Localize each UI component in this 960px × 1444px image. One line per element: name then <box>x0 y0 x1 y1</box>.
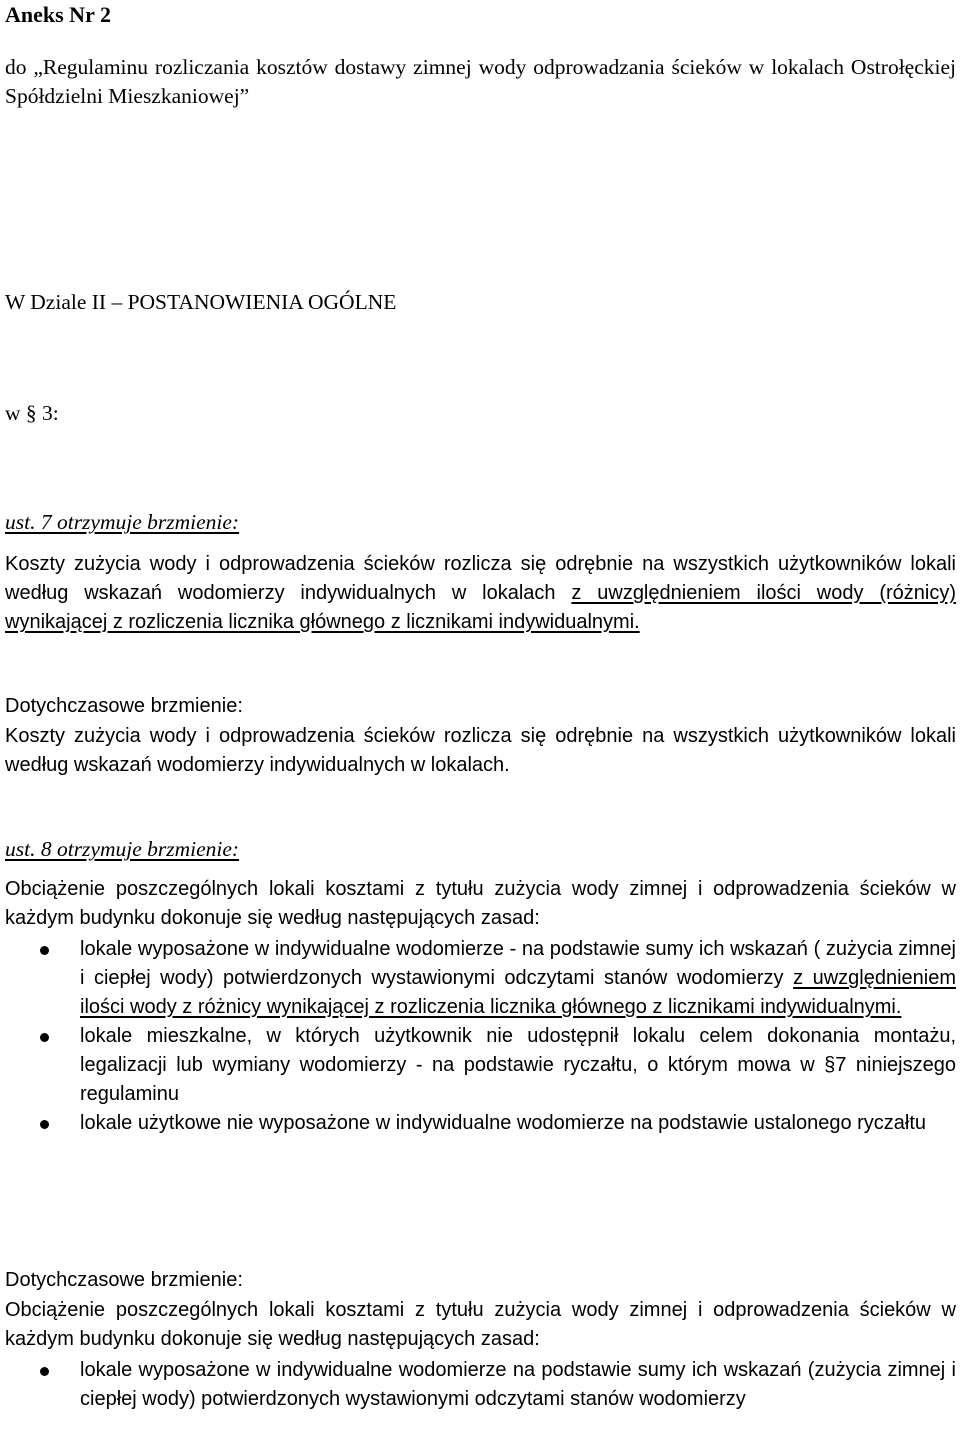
ust8-rules-list <box>5 935 956 1138</box>
annex-subtitle: do „Regulaminu rozliczania kosztów dostawy zimnej wody odprowadzania ścieków w lokalach Ostrołęckiej Spółdzielni Mieszkaniowej” <box>5 55 956 108</box>
list-item-text: lokale mieszkalne, w których użytkownik nie udostępnił lokalu celem dokonania montażu, legalizacji lub wymiany wodomierzy - na podstawie ryczałtu, o którym mowa w §7 niniejszego regulaminu <box>80 1025 956 1105</box>
ust7-new-text-plain: Koszty zużycia wody i odprowadzenia ścieków rozlicza się odrębnie na wszystkich użytkowników lokali według wskazań wodomierzy indywidualnych w lokalach <box>5 553 956 604</box>
ust8-old-rules-list <box>5 1356 956 1414</box>
ust7-new-text-underlined: z uwzględnieniem ilości wody (różnicy) wynikającej z rozliczenia licznika głównego z licznikami indywidualnymi. <box>5 582 957 633</box>
bullet-icon <box>40 1367 49 1376</box>
list-item <box>5 1356 956 1414</box>
ust8-old-label: Dotychczasowe brzmienie: <box>5 1269 243 1291</box>
bullet-icon <box>40 1120 49 1129</box>
list-item <box>5 1022 956 1109</box>
list-item-text: lokale użytkowe nie wyposażone w indywidualne wodomierze na podstawie ustalonego ryczałtu <box>80 1112 927 1134</box>
list-item-text: lokale wyposażone w indywidualne wodomierze na podstawie sumy ich wskazań (zużycia zimnej i ciepłej wody) potwierdzonych wystawionymi odczytami stanów wodomierzy <box>80 1359 956 1410</box>
annex-title: Aneks Nr 2 <box>5 2 111 27</box>
ust8-old-intro: Obciążenie poszczególnych lokali kosztami z tytułu zużycia wody zimnej i odprowadzenia ścieków w każdym budynku dokonuje się według następujących zasad: <box>5 1299 956 1350</box>
ust7-old-label: Dotychczasowe brzmienie: <box>5 695 243 717</box>
ust8-intro: Obciążenie poszczególnych lokali kosztami z tytułu zużycia wody zimnej i odprowadzenia ścieków w każdym budynku dokonuje się według następujących zasad: <box>5 878 956 929</box>
ust8-label: ust. 8 otrzymuje brzmienie: <box>5 837 240 861</box>
list-item-text: lokale wyposażone w indywidualne wodomierze - na podstawie sumy ich wskazań ( zużycia zimnej i ciepłej wody) potwierdzonych wystawionymi odczytami stanów wodomierzy <box>80 938 956 989</box>
ust7-label: ust. 7 otrzymuje brzmienie: <box>5 510 240 534</box>
list-item <box>5 935 956 1022</box>
bullet-icon <box>40 946 49 955</box>
paragraph-reference: w § 3: <box>5 401 59 425</box>
list-item <box>5 1109 956 1138</box>
section-heading: W Dziale II – POSTANOWIENIA OGÓLNE <box>5 290 397 314</box>
ust7-new-text <box>5 550 956 637</box>
ust7-old-text: Koszty zużycia wody i odprowadzenia ścieków rozlicza się odrębnie na wszystkich użytkowników lokali według wskazań wodomierzy indywidualnych w lokalach. <box>5 725 956 776</box>
bullet-icon <box>40 1033 49 1042</box>
list-item-underlined: z uwzględnieniem ilości wody z różnicy wynikającej z rozliczenia licznika głównego z licznikami indywidualnymi. <box>80 967 956 1018</box>
